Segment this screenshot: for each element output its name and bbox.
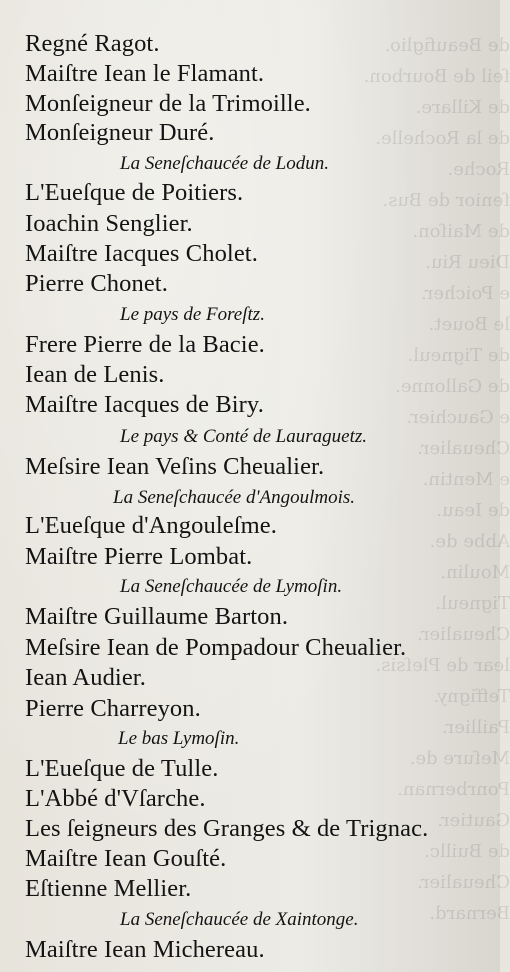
list-entry: Meſsire Iean de Pompadour Cheualier. [25, 634, 407, 661]
list-entry: Monſeigneur de la Trimoille. [25, 90, 311, 117]
list-entry: Iean Audier. [25, 664, 146, 691]
section-heading: La Seneſchaucée de Xaintonge. [120, 909, 359, 930]
list-entry: Maiſtre Iean Michereau. [25, 936, 265, 963]
section-heading: Le bas Lymoſin. [118, 728, 240, 749]
list-entry: Ioachin Senglier. [25, 210, 193, 237]
list-entry: Maiſtre Guillaume Barton. [25, 603, 289, 630]
list-entry: Maiſtre Iean le Flamant. [25, 60, 265, 87]
list-entry: Regné Ragot. [25, 30, 160, 57]
list-entry: L'Eueſque de Tulle. [25, 755, 219, 782]
list-entry: Maiſtre Iacques de Biry. [25, 391, 264, 418]
list-entry: Frere Pierre de la Bacie. [25, 331, 265, 358]
show-through-text: de Beaufiglio. ſeil de Bourbon. de Killare. de la Rochelle. Roche. ſenior de Bus. de Maiſon. Dieu Riu. e Poicher. le Bouet. de Tigneul. de Gallonne. e Gauchier. Cheualier. e Mentin. de Ieau. Abbe de. Moulin. Tigneul. Cheualier. lear de Pleſsis. Teffigny. Paillier. Meſure de. Ponrbernan. Gautier. de Buillc. Cheualier. Bernard. [363, 35, 510, 924]
list-entry: Monſeigneur Duré. [25, 119, 215, 146]
list-entry: Iean de Lenis. [25, 361, 165, 388]
section-heading: La Seneſchaucée de Lodun. [120, 153, 329, 174]
list-entry: Maiſtre Iacques Cholet. [25, 240, 258, 267]
list-entry: Maiſtre Pierre Lombat. [25, 543, 253, 570]
list-entry: L'Abbé d'Vſarche. [25, 785, 206, 812]
list-entry: L'Eueſque d'Angouleſme. [25, 512, 277, 539]
list-entry: Pierre Chonet. [25, 270, 168, 297]
list-entry: Maiſtre Iean Gouſté. [25, 845, 227, 872]
section-heading: Le pays & Conté de Lauraguetz. [120, 426, 367, 447]
list-entry: Meſsire Iean Veſins Cheualier. [25, 453, 325, 480]
section-heading: Le pays de Foreſtz. [120, 304, 265, 325]
list-entry: Pierre Charreyon. [25, 695, 201, 722]
list-entry: L'Eueſque de Poitiers. [25, 179, 244, 206]
section-heading: La Seneſchaucée d'Angoulmois. [113, 487, 356, 508]
section-heading: La Seneſchaucée de Lymoſin. [120, 576, 343, 597]
list-entry: Les ſeigneurs des Granges & de Trignac. [25, 815, 429, 842]
list-entry: Eſtienne Mellier. [25, 875, 192, 902]
